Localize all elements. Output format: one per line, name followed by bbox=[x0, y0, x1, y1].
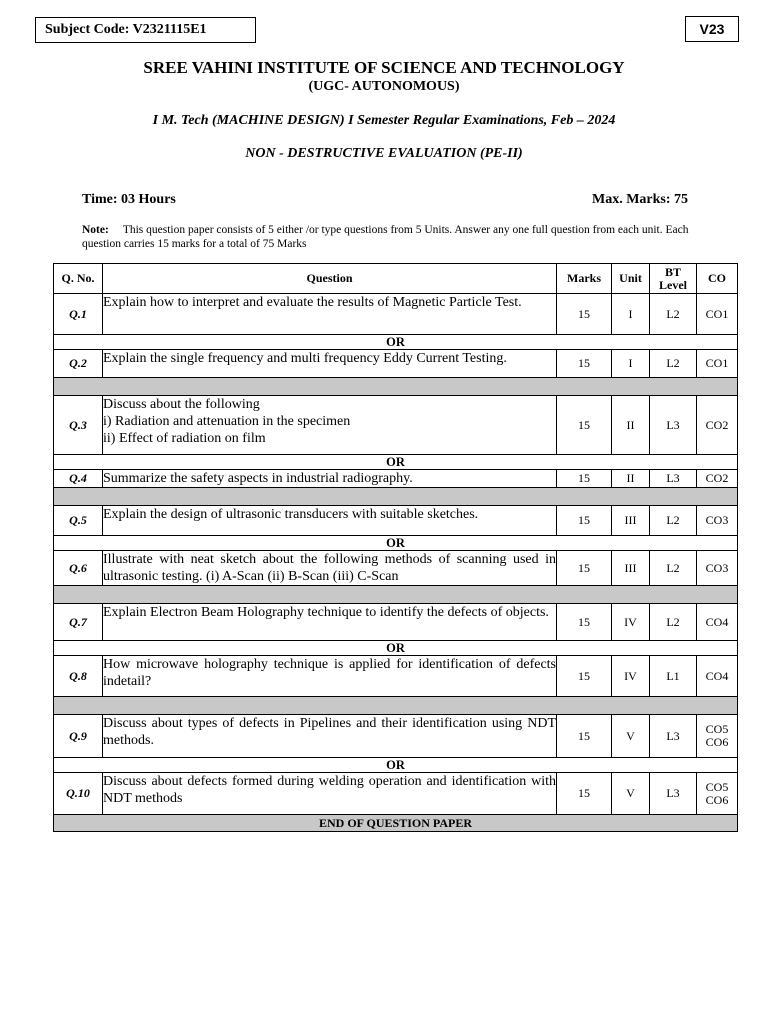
question-marks: 15 bbox=[557, 350, 612, 378]
co-value: CO5 bbox=[705, 779, 729, 794]
question-co bbox=[697, 604, 738, 641]
question-co bbox=[697, 294, 738, 335]
question-text bbox=[103, 604, 557, 641]
question-marks: 15 bbox=[557, 551, 612, 586]
question-co bbox=[697, 773, 738, 815]
separator-cell bbox=[54, 697, 738, 715]
question-bt-level: L2 bbox=[650, 604, 697, 641]
exam-title: I M. Tech (MACHINE DESIGN) I Semester Regular Examinations, Feb – 2024 bbox=[152, 113, 616, 128]
end-label: END OF QUESTION PAPER bbox=[54, 815, 738, 832]
max-marks: Max. Marks: 75 bbox=[592, 192, 689, 207]
unit-separator-row bbox=[54, 697, 738, 715]
unit-separator-row bbox=[54, 488, 738, 506]
separator-cell bbox=[54, 586, 738, 604]
question-table bbox=[53, 263, 738, 832]
question-co bbox=[697, 396, 738, 455]
co-value: CO3 bbox=[705, 560, 729, 575]
question-text bbox=[103, 773, 557, 815]
question-text bbox=[103, 294, 557, 335]
or-row bbox=[54, 335, 738, 350]
instructions-note bbox=[82, 223, 712, 251]
question-row bbox=[54, 294, 738, 335]
question-text-line: Discuss about types of defects in Pipelines and their identification using NDT methods. bbox=[103, 716, 556, 748]
header-co: CO bbox=[697, 264, 738, 294]
question-bt-level: L2 bbox=[650, 294, 697, 335]
question-text-line: Summarize the safety aspects in industrial radiography. bbox=[103, 471, 413, 486]
header-marks: Marks bbox=[557, 264, 612, 294]
question-marks: 15 bbox=[557, 715, 612, 758]
question-bt-level: L3 bbox=[650, 470, 697, 488]
question-marks: 15 bbox=[557, 470, 612, 488]
question-co bbox=[697, 350, 738, 378]
question-row bbox=[54, 506, 738, 536]
question-unit: V bbox=[612, 773, 650, 815]
question-text-line: Discuss about the following bbox=[103, 397, 260, 412]
question-text bbox=[103, 506, 557, 536]
question-text bbox=[103, 656, 557, 697]
co-value: CO5 bbox=[705, 722, 729, 736]
exam-duration: Time: 03 Hours bbox=[82, 192, 176, 207]
question-marks: 15 bbox=[557, 773, 612, 815]
separator-cell bbox=[54, 378, 738, 396]
question-marks: 15 bbox=[557, 294, 612, 335]
or-row bbox=[54, 641, 738, 656]
header-question: Question bbox=[103, 264, 557, 294]
question-unit: I bbox=[612, 350, 650, 378]
question-unit: III bbox=[612, 551, 650, 586]
separator-cell bbox=[54, 488, 738, 506]
subject-title: NON - DESTRUCTIVE EVALUATION (PE-II) bbox=[245, 146, 523, 161]
question-unit: II bbox=[612, 470, 650, 488]
question-marks: 15 bbox=[557, 656, 612, 697]
question-text bbox=[103, 396, 557, 455]
question-number: Q.9 bbox=[54, 715, 103, 758]
question-text bbox=[103, 470, 557, 488]
question-row bbox=[54, 604, 738, 641]
or-label: OR bbox=[54, 641, 738, 656]
question-text-line: Explain the single frequency and multi frequency Eddy Current Testing. bbox=[103, 351, 507, 366]
co-value: CO4 bbox=[705, 614, 729, 629]
question-unit: IV bbox=[612, 604, 650, 641]
question-text-line: Discuss about defects formed during welding operation and identification with NDT methods bbox=[103, 774, 556, 806]
institute-name: SREE VAHINI INSTITUTE OF SCIENCE AND TECHNOLOGY bbox=[143, 58, 625, 77]
question-text-line: Explain the design of ultrasonic transducers with suitable sketches. bbox=[103, 507, 479, 522]
note-text: This question paper consists of 5 either /or type questions from 5 Units. Answer any one full question from each unit. Each question carries 15 marks for a total of 75 Marks bbox=[82, 224, 689, 250]
question-co bbox=[697, 656, 738, 697]
question-marks: 15 bbox=[557, 506, 612, 536]
autonomous-status: (UGC- AUTONOMOUS) bbox=[308, 79, 460, 94]
question-number: Q.8 bbox=[54, 656, 103, 697]
header-bt-level: BT Level bbox=[650, 264, 697, 294]
co-value: CO2 bbox=[705, 417, 729, 432]
question-unit: IV bbox=[612, 656, 650, 697]
question-bt-level: L3 bbox=[650, 715, 697, 758]
question-row bbox=[54, 470, 738, 488]
question-row bbox=[54, 773, 738, 815]
question-text-line: Illustrate with neat sketch about the following methods of scanning used in ultrasonic testing. (i) A-Scan (ii) B-Scan (iii) C-Scan bbox=[103, 552, 556, 584]
question-number: Q.10 bbox=[54, 773, 103, 815]
unit-separator-row bbox=[54, 378, 738, 396]
question-unit: I bbox=[612, 294, 650, 335]
co-value: CO4 bbox=[705, 668, 729, 683]
table-header-row bbox=[54, 264, 738, 294]
question-text-line: How microwave holography technique is applied for identification of defects indetail? bbox=[103, 657, 556, 689]
question-unit: II bbox=[612, 396, 650, 455]
or-label: OR bbox=[54, 335, 738, 350]
co-value: CO6 bbox=[705, 735, 729, 749]
question-text-line: ii) Effect of radiation on film bbox=[103, 431, 266, 446]
question-number: Q.3 bbox=[54, 396, 103, 455]
co-value: CO1 bbox=[705, 306, 729, 321]
subject-code-box: Subject Code: V2321115E1 bbox=[35, 17, 256, 43]
note-label: Note: bbox=[82, 224, 109, 236]
question-marks: 15 bbox=[557, 396, 612, 455]
question-text-line: i) Radiation and attenuation in the specimen bbox=[103, 414, 351, 429]
question-bt-level: L1 bbox=[650, 656, 697, 697]
or-label: OR bbox=[54, 536, 738, 551]
question-bt-level: L3 bbox=[650, 773, 697, 815]
question-number: Q.2 bbox=[54, 350, 103, 378]
or-label: OR bbox=[54, 758, 738, 773]
regulation-code-box: V23 bbox=[685, 16, 739, 42]
question-text bbox=[103, 350, 557, 378]
question-row bbox=[54, 551, 738, 586]
question-row bbox=[54, 350, 738, 378]
question-row bbox=[54, 715, 738, 758]
question-co bbox=[697, 551, 738, 586]
question-number: Q.4 bbox=[54, 470, 103, 488]
question-unit: III bbox=[612, 506, 650, 536]
question-row bbox=[54, 396, 738, 455]
co-value: CO1 bbox=[705, 356, 729, 370]
or-row bbox=[54, 758, 738, 773]
or-label: OR bbox=[54, 455, 738, 470]
co-value: CO6 bbox=[705, 792, 729, 807]
question-text-line: Explain Electron Beam Holography technique to identify the defects of objects. bbox=[103, 605, 549, 620]
question-marks: 15 bbox=[557, 604, 612, 641]
or-row bbox=[54, 455, 738, 470]
question-co bbox=[697, 470, 738, 488]
unit-separator-row bbox=[54, 586, 738, 604]
question-text bbox=[103, 715, 557, 758]
question-row bbox=[54, 656, 738, 697]
co-value: CO2 bbox=[705, 471, 729, 485]
question-text-line: Explain how to interpret and evaluate the results of Magnetic Particle Test. bbox=[103, 295, 522, 310]
question-unit: V bbox=[612, 715, 650, 758]
question-number: Q.7 bbox=[54, 604, 103, 641]
question-bt-level: L2 bbox=[650, 506, 697, 536]
question-bt-level: L2 bbox=[650, 551, 697, 586]
question-number: Q.6 bbox=[54, 551, 103, 586]
end-row bbox=[54, 815, 738, 832]
question-bt-level: L2 bbox=[650, 350, 697, 378]
question-text bbox=[103, 551, 557, 586]
header-unit: Unit bbox=[612, 264, 650, 294]
or-row bbox=[54, 536, 738, 551]
question-number: Q.1 bbox=[54, 294, 103, 335]
co-value: CO3 bbox=[705, 513, 729, 527]
question-co bbox=[697, 715, 738, 758]
header-qno: Q. No. bbox=[54, 264, 103, 294]
question-co bbox=[697, 506, 738, 536]
question-number: Q.5 bbox=[54, 506, 103, 536]
question-bt-level: L3 bbox=[650, 396, 697, 455]
